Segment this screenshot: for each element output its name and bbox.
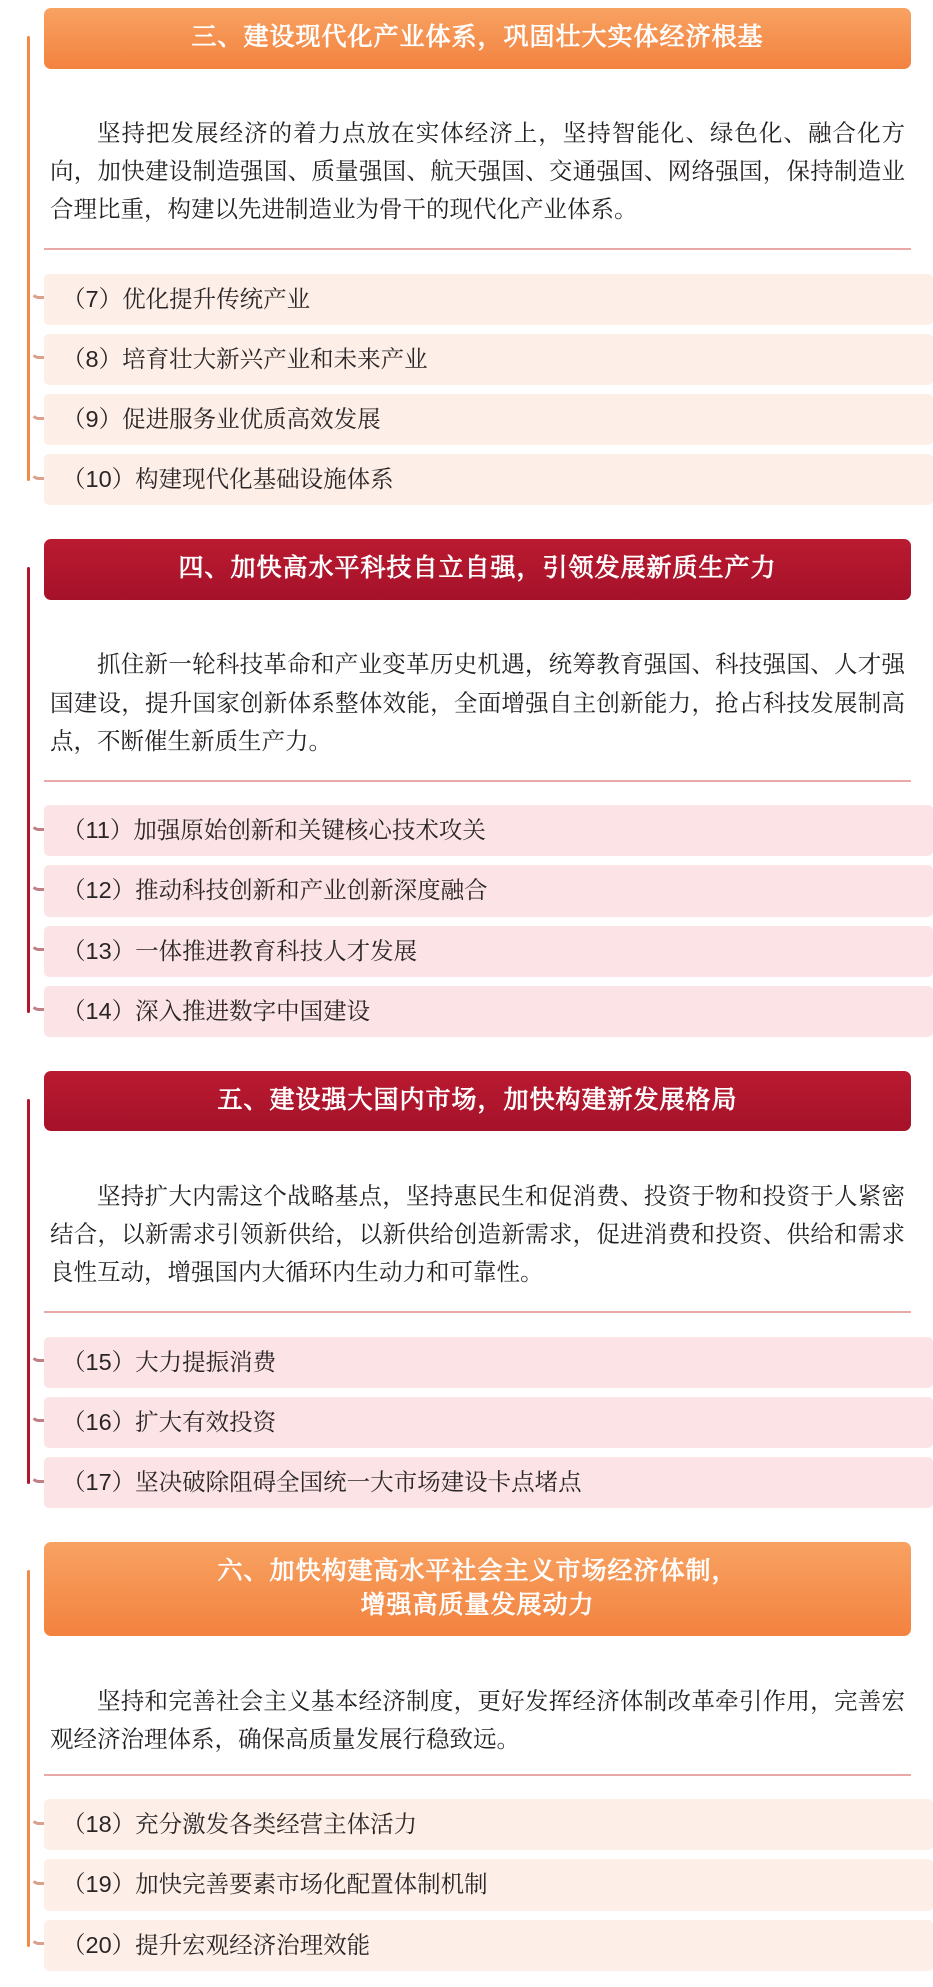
section-three-body: 坚持把发展经济的着力点放在实体经济上，坚持智能化、绿色化、融合化方向，加快建设制造强国、质量强国、航天强国、交通强国、网络强国，保持制造业合理比重，构建以先进制造业为骨干的现代化产业体系。 bbox=[44, 92, 911, 250]
list-item[interactable] bbox=[44, 1799, 933, 1850]
section-heading-text: 六、加快构建高水平社会主义市场经济体制， bbox=[217, 1557, 738, 1586]
section-heading-text: 三、建设现代化产业体系，巩固壮大实体经济根基 bbox=[191, 23, 764, 51]
list-item-label: （7）优化提升传统产业 bbox=[62, 285, 311, 312]
section-three-heading bbox=[44, 8, 911, 69]
list-item-label: （13）一体推进教育科技人才发展 bbox=[62, 937, 418, 964]
section-spine bbox=[27, 567, 30, 1012]
list-item[interactable] bbox=[44, 1397, 933, 1448]
list-item-label: （17）坚决破除阻碍全国统一大市场建设卡点堵点 bbox=[62, 1468, 582, 1495]
list-item[interactable] bbox=[44, 1457, 933, 1508]
list-item[interactable] bbox=[44, 805, 933, 856]
list-item-label: （16）扩大有效投资 bbox=[62, 1408, 277, 1435]
section-six-heading bbox=[44, 1542, 911, 1636]
list-item-label: （12）推动科技创新和产业创新深度融合 bbox=[62, 877, 488, 904]
list-item[interactable] bbox=[44, 1337, 933, 1388]
section-six bbox=[0, 1542, 933, 1971]
section-six-item-list bbox=[30, 1799, 933, 1971]
section-four bbox=[0, 539, 933, 1036]
section-three bbox=[0, 8, 933, 505]
list-item[interactable] bbox=[44, 394, 933, 445]
list-item-label: （11）加强原始创新和关键核心技术攻关 bbox=[62, 817, 486, 844]
section-spine bbox=[27, 1099, 30, 1484]
section-six-body: 坚持和完善社会主义基本经济制度，更好发挥经济体制改革牵引作用，完善宏观经济治理体系，确保高质量发展行稳致远。 bbox=[44, 1660, 911, 1776]
list-item[interactable] bbox=[44, 926, 933, 977]
list-item-label: （14）深入推进数字中国建设 bbox=[62, 997, 371, 1024]
list-item-label: （9）促进服务业优质高效发展 bbox=[62, 406, 381, 433]
section-three-item-list bbox=[30, 274, 933, 506]
section-heading-text: 四、加快高水平科技自立自强，引领发展新质生产力 bbox=[178, 554, 777, 583]
list-item[interactable] bbox=[44, 454, 933, 505]
list-item-label: （8）培育壮大新兴产业和未来产业 bbox=[62, 345, 428, 372]
section-five bbox=[0, 1071, 933, 1508]
section-spine bbox=[27, 36, 30, 481]
section-spine bbox=[27, 1570, 30, 1947]
list-item[interactable] bbox=[44, 1859, 933, 1910]
list-item-label: （19）加快完善要素市场化配置体制机制 bbox=[62, 1871, 488, 1898]
section-four-item-list bbox=[30, 805, 933, 1037]
section-five-heading bbox=[44, 1071, 911, 1132]
section-five-body: 坚持扩大内需这个战略基点，坚持惠民生和促消费、投资于物和投资于人紧密结合，以新需求引领新供给，以新供给创造新需求，促进消费和投资、供给和需求良性互动，增强国内大循环内生动力和可靠性。 bbox=[44, 1155, 911, 1313]
list-item[interactable] bbox=[44, 334, 933, 385]
section-four-body: 抓住新一轮科技革命和产业变革历史机遇，统筹教育强国、科技强国、人才强国建设，提升国家创新体系整体效能，全面增强自主创新能力，抢占科技发展制高点，不断催生新质生产力。 bbox=[44, 623, 911, 781]
list-item[interactable] bbox=[44, 1920, 933, 1971]
section-four-heading bbox=[44, 539, 911, 600]
list-item-label: （15）大力提振消费 bbox=[62, 1348, 277, 1375]
list-item-label: （10）构建现代化基础设施体系 bbox=[62, 466, 394, 493]
list-item[interactable] bbox=[44, 986, 933, 1037]
list-item-label: （18）充分激发各类经营主体活力 bbox=[62, 1811, 418, 1838]
section-five-item-list bbox=[30, 1337, 933, 1509]
list-item[interactable] bbox=[44, 274, 933, 325]
list-item[interactable] bbox=[44, 865, 933, 916]
list-item-label: （20）提升宏观经济治理效能 bbox=[62, 1931, 371, 1958]
section-heading-text-line2: 增强高质量发展动力 bbox=[360, 1590, 595, 1619]
section-heading-text: 五、建设强大国内市场，加快构建新发展格局 bbox=[217, 1085, 738, 1114]
